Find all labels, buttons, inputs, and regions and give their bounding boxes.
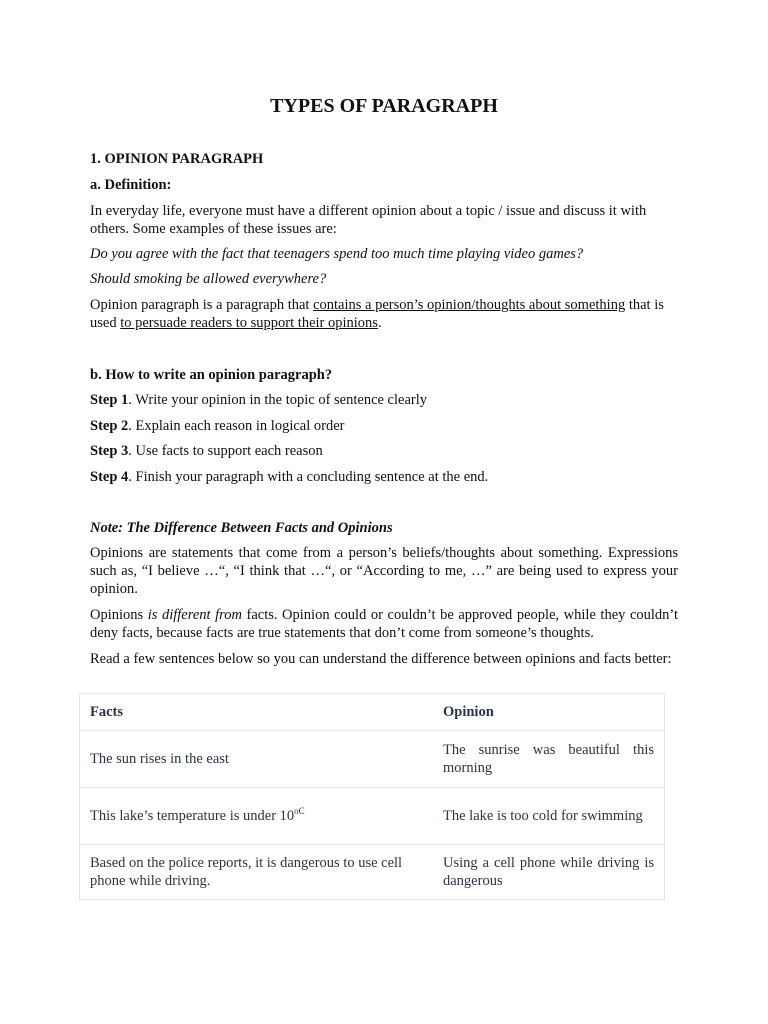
step-text: . Write your opinion in the topic of sentence clearly [128,392,428,408]
step-label: Step 1 [90,392,129,408]
header-facts: Facts [90,704,124,720]
note-paragraph-2 [90,606,678,642]
definition-text-2: that is used [90,297,664,331]
definition-text-3: . [377,315,382,331]
definition-underline-1: contains a person’s opinion/thoughts about something [313,297,626,313]
subheading-how-to-write: b. How to write an opinion paragraph? [90,367,333,383]
fact-cell-text: This lake’s temperature is under 10 [90,808,295,824]
note-heading: Note: The Difference Between Facts and Opinions [90,520,393,536]
example-question-2: Should smoking be allowed everywhere? [90,271,327,287]
table-row [80,845,665,900]
header-opinion: Opinion [443,704,494,720]
definition-text-1: Opinion paragraph is a paragraph that [90,297,314,313]
table-header-row [80,694,665,731]
facts-opinions-table [79,693,665,900]
step-text: . Finish your paragraph with a concluding sentence at the end. [128,469,489,485]
step-text: . Explain each reason in logical order [128,418,345,434]
fact-cell [80,788,434,845]
note-p2-text-2: facts. Opinion could or couldn’t be approved people, while they couldn’t deny facts, because facts are true statements that don’t come from someone’s thoughts. [90,607,679,641]
note-paragraph-3: Read a few sentences below so you can understand the difference between opinions and facts better: [90,651,672,667]
definition-paragraph [90,296,678,332]
table-row [80,731,665,788]
fact-cell: The sun rises in the east [80,731,434,788]
fact-cell: Based on the police reports, it is dangerous to use cell phone while driving. [80,845,434,900]
document-title: TYPES OF PARAGRAPH [270,95,498,117]
step-label: Step 4 [90,469,129,485]
opinion-cell: Using a cell phone while driving is dangerous [433,845,665,900]
intro-paragraph: In everyday life, everyone must have a different opinion about a topic / issue and discuss it with others. Some examples of these issues are: [90,203,647,237]
note-paragraph-1: Opinions are statements that come from a person’s beliefs/thoughts about something. Expressions such as, “I believe …“, “I think that …“, or “According to me, …” are being used to express your opinion. [90,545,678,597]
note-p2-text-1: Opinions [90,607,148,623]
section-heading-opinion-paragraph: 1. OPINION PARAGRAPH [90,151,264,167]
subheading-definition: a. Definition: [90,177,172,193]
example-question-1: Do you agree with the fact that teenagers spend too much time playing video games? [90,246,584,262]
step-label: Step 2 [90,418,129,434]
step-item [90,391,678,409]
step-text: . Use facts to support each reason [128,443,323,459]
opinion-cell: The lake is too cold for swimming [433,788,665,845]
step-item [90,417,678,435]
opinion-cell: The sunrise was beautiful this morning [433,731,665,788]
table-row [80,788,665,845]
step-item [90,442,678,460]
step-label: Step 3 [90,443,129,459]
definition-underline-2: to persuade readers to support their opinions [120,315,378,331]
note-p2-italic: is different from [147,607,242,623]
step-item [90,468,678,486]
fact-cell-superscript: oC [294,806,305,817]
